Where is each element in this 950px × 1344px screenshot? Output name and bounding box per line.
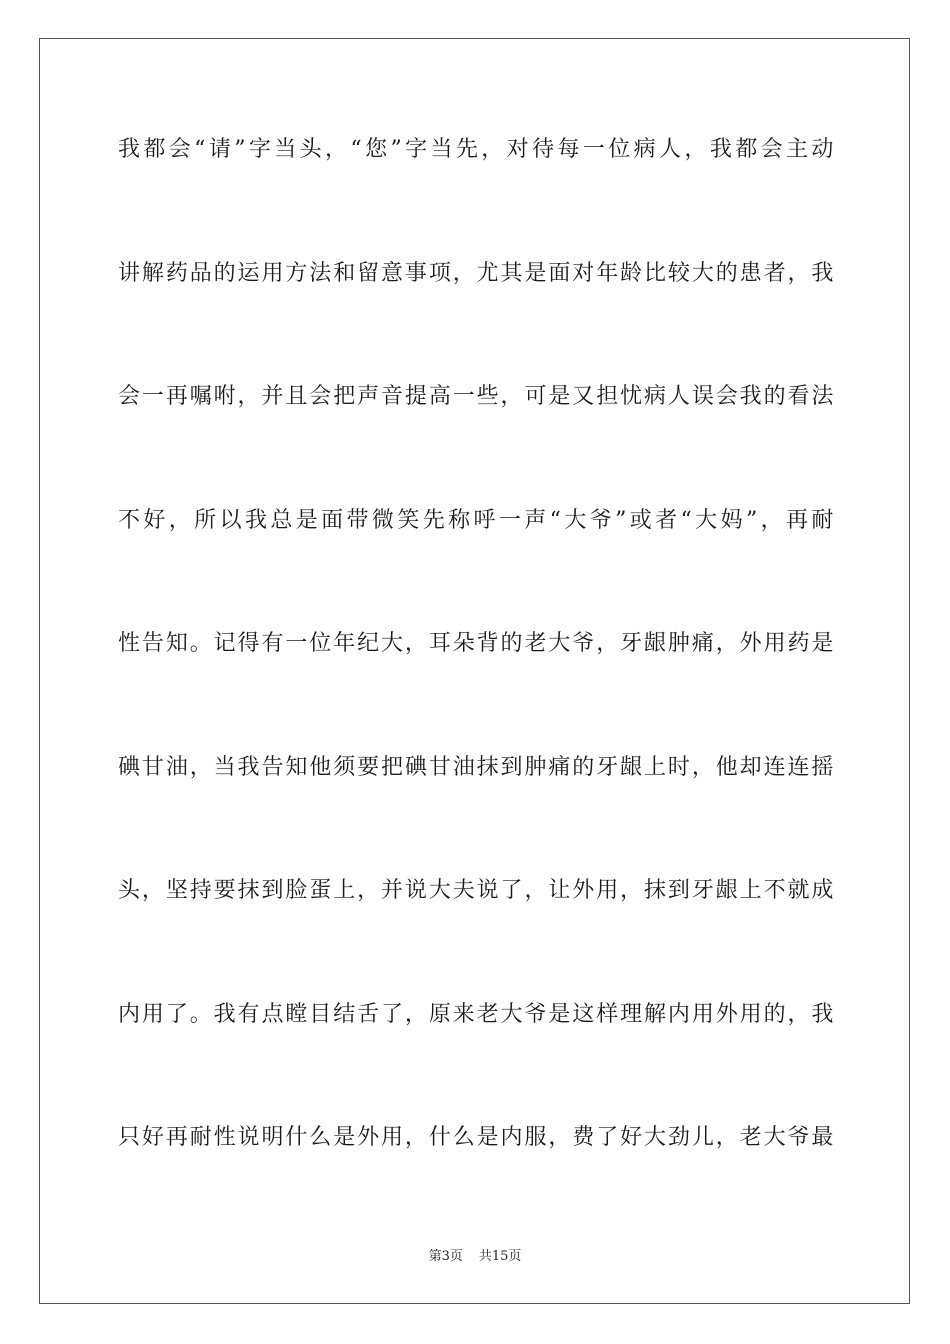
page-number: 第3页 bbox=[428, 1249, 463, 1264]
text-line: 碘甘油，当我告知他须要把碘甘油抹到肿痛的牙龈上时，他却连连摇 bbox=[118, 754, 834, 780]
text-line: 会一再嘱咐，并且会把声音提高一些，可是又担忧病人误会我的看法 bbox=[118, 384, 834, 409]
text-line: 我都会“请”字当头，“您”字当先，对待每一位病人，我都会主动 bbox=[118, 137, 834, 162]
text-line: 性告知。记得有一位年纪大，耳朵背的老大爷，牙龈肿痛，外用药是 bbox=[118, 631, 834, 656]
text-line: 只好再耐性说明什么是外用，什么是内服，费了好大劲儿，老大爷最 bbox=[118, 1125, 834, 1150]
document-body bbox=[118, 128, 834, 1240]
page-footer bbox=[0, 1248, 950, 1266]
page-total: 共15页 bbox=[478, 1249, 522, 1264]
text-line: 内用了。我有点瞠目结舌了，原来老大爷是这样理解内用外用的，我 bbox=[118, 1001, 834, 1027]
text-line: 头，坚持要抹到脸蛋上，并说大夫说了，让外用，抹到牙龈上不就成 bbox=[118, 878, 834, 903]
text-line: 不好，所以我总是面带微笑先称呼一声“大爷”或者“大妈”，再耐 bbox=[118, 507, 834, 533]
text-line: 讲解药品的运用方法和留意事项，尤其是面对年龄比较大的患者，我 bbox=[118, 260, 834, 286]
